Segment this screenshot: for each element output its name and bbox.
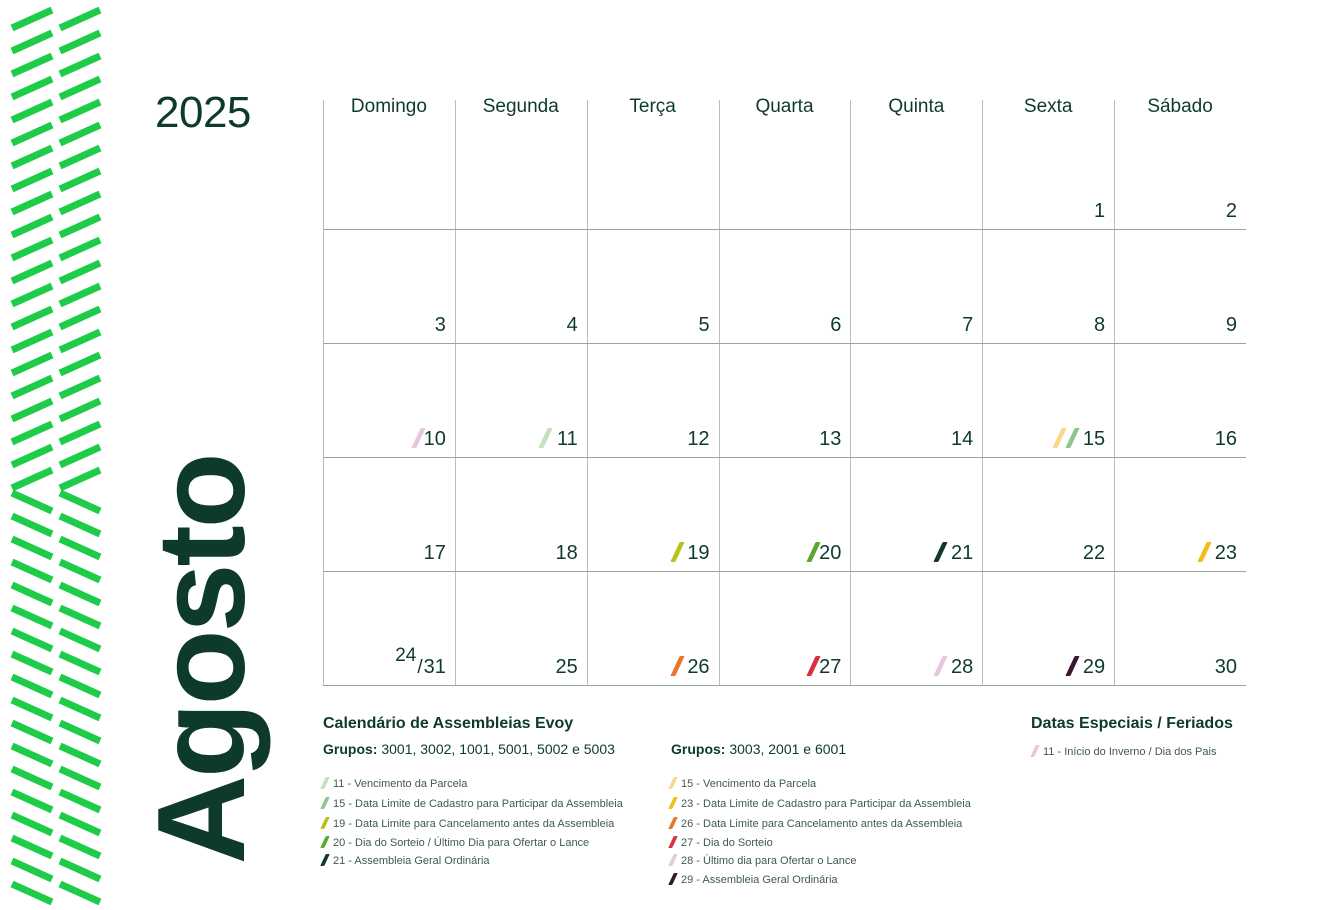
day-number: 17 bbox=[423, 542, 446, 564]
day-number: 10 bbox=[423, 428, 446, 450]
legend-item-text: 15 - Data Limite de Cadastro para Participar da Assembleia bbox=[333, 798, 623, 810]
day-cell bbox=[587, 572, 719, 686]
day-number-separator: / bbox=[417, 657, 423, 678]
legend-item bbox=[323, 817, 614, 830]
weekday-header: Quinta bbox=[888, 96, 945, 117]
day-number: 29 bbox=[1082, 656, 1106, 678]
legend-item-text: 29 - Assembleia Geral Ordinária bbox=[681, 874, 838, 886]
day-number: 13 bbox=[819, 428, 842, 450]
day-cell bbox=[455, 230, 587, 344]
special-date-text: 11 - Início do Inverno / Dia dos Pais bbox=[1043, 746, 1217, 758]
weekday-header: Sábado bbox=[1147, 96, 1213, 117]
legend-item-text: 15 - Vencimento da Parcela bbox=[681, 778, 817, 790]
legend-item bbox=[671, 836, 773, 849]
day-cell bbox=[323, 344, 455, 458]
legend-item-text: 20 - Dia do Sorteio / Último Dia para Ofertar o Lance bbox=[333, 837, 590, 849]
day-cell bbox=[982, 572, 1114, 686]
group-1-label bbox=[323, 741, 615, 757]
day-number: 26 bbox=[687, 656, 710, 678]
legend-swatch bbox=[668, 836, 678, 848]
event-marker bbox=[538, 428, 552, 448]
day-number: 20 bbox=[819, 542, 842, 564]
day-number: 18 bbox=[555, 542, 578, 564]
weekday-header: Segunda bbox=[482, 96, 559, 117]
day-cell bbox=[850, 572, 982, 686]
day-number: 1 bbox=[1094, 200, 1106, 222]
month-title: Agosto bbox=[133, 455, 271, 865]
day-cell bbox=[1114, 230, 1246, 344]
day-number: 7 bbox=[962, 314, 974, 336]
day-number: 14 bbox=[951, 428, 974, 450]
day-cell bbox=[850, 230, 982, 344]
day-cell bbox=[982, 458, 1114, 572]
day-number: 9 bbox=[1225, 314, 1237, 336]
legend-swatch bbox=[668, 854, 678, 866]
event-marker bbox=[934, 656, 948, 676]
day-number: 30 bbox=[1214, 656, 1237, 678]
day-cell bbox=[982, 344, 1114, 458]
event-marker bbox=[1065, 428, 1079, 448]
day-number: 27 bbox=[819, 656, 842, 678]
legend-item-text: 28 - Último dia para Ofertar o Lance bbox=[681, 855, 857, 867]
legend-item-text: 21 - Assembleia Geral Ordinária bbox=[333, 855, 490, 867]
day-cell bbox=[323, 230, 455, 344]
group-1-label-prefix: Grupos: bbox=[323, 741, 378, 757]
legend-item-text: 11 - Vencimento da Parcela bbox=[333, 778, 468, 790]
day-cell bbox=[1114, 572, 1246, 686]
year-title: 2025 bbox=[155, 88, 251, 137]
legend-swatch bbox=[320, 854, 330, 866]
event-marker bbox=[1197, 542, 1211, 562]
legend-item bbox=[323, 836, 589, 849]
legend-swatch bbox=[320, 836, 330, 848]
day-number: 16 bbox=[1214, 428, 1237, 450]
event-marker bbox=[1065, 656, 1079, 676]
legend-item-text: 19 - Data Limite para Cancelamento antes da Assembleia bbox=[333, 818, 615, 830]
weekday-header: Sexta bbox=[1023, 96, 1073, 117]
weekday-header: Quarta bbox=[755, 96, 814, 117]
event-marker bbox=[670, 542, 684, 562]
day-number-part: 31 bbox=[423, 656, 446, 678]
group-1-codes: 3001, 3002, 1001, 5001, 5002 e 5003 bbox=[377, 741, 615, 757]
legend-swatch bbox=[1030, 745, 1040, 757]
day-cell bbox=[719, 572, 851, 686]
day-cell bbox=[323, 572, 455, 686]
legend-item-text: 26 - Data Limite para Cancelamento antes da Assembleia bbox=[681, 818, 963, 830]
legend-swatch bbox=[668, 817, 678, 829]
day-number: 25 bbox=[555, 656, 578, 678]
legend-item bbox=[671, 797, 971, 810]
day-number: 2 bbox=[1225, 200, 1237, 222]
day-number: 28 bbox=[951, 656, 974, 678]
legend-item-text: 27 - Dia do Sorteio bbox=[681, 837, 773, 849]
legend-item-text: 23 - Data Limite de Cadastro para Participar da Assembleia bbox=[681, 798, 971, 810]
event-marker bbox=[934, 542, 948, 562]
day-number: 21 bbox=[951, 542, 974, 564]
weekday-header: Terça bbox=[629, 96, 676, 117]
legend-item bbox=[671, 854, 856, 867]
day-cell bbox=[1114, 344, 1246, 458]
day-number: 5 bbox=[698, 314, 710, 336]
legend-item bbox=[323, 777, 467, 790]
legend-swatch bbox=[320, 797, 330, 809]
weekday-header: Domingo bbox=[350, 96, 427, 117]
day-cell bbox=[1114, 116, 1246, 230]
group-2-codes: 3003, 2001 e 6001 bbox=[725, 741, 847, 757]
day-cell bbox=[587, 458, 719, 572]
event-marker bbox=[670, 656, 684, 676]
special-date-item bbox=[1033, 745, 1216, 758]
legend-swatch bbox=[320, 817, 330, 829]
day-number: 15 bbox=[1082, 428, 1106, 450]
day-cell bbox=[587, 230, 719, 344]
day-number: 22 bbox=[1082, 542, 1106, 564]
calendar-grid bbox=[323, 96, 1246, 686]
day-cell bbox=[455, 458, 587, 572]
legend-swatch bbox=[668, 797, 678, 809]
group-2-label-prefix: Grupos: bbox=[671, 741, 726, 757]
day-cell bbox=[1114, 458, 1246, 572]
legend-item bbox=[323, 797, 623, 810]
day-number: 11 bbox=[556, 428, 578, 450]
day-number: 19 bbox=[687, 542, 710, 564]
day-number: 6 bbox=[830, 314, 842, 336]
special-dates-title: Datas Especiais / Feriados bbox=[1031, 715, 1233, 732]
day-cell bbox=[719, 344, 851, 458]
legend-item bbox=[671, 817, 962, 830]
month-title-wrap bbox=[133, 440, 271, 880]
day-cell bbox=[719, 230, 851, 344]
day-number: 3 bbox=[434, 314, 446, 336]
day-cell bbox=[455, 344, 587, 458]
legend-swatch bbox=[668, 873, 678, 885]
legend-title: Calendário de Assembleias Evoy bbox=[323, 715, 574, 732]
day-cell bbox=[982, 116, 1114, 230]
legend-item bbox=[671, 777, 816, 790]
legend-swatch bbox=[668, 777, 678, 789]
event-marker bbox=[1052, 428, 1066, 448]
group-2-label bbox=[671, 741, 846, 757]
legend-item bbox=[323, 854, 490, 867]
day-cell bbox=[323, 458, 455, 572]
chevron-stripes-decoration bbox=[0, 0, 110, 910]
day-cell bbox=[455, 572, 587, 686]
day-number: 4 bbox=[566, 314, 578, 336]
day-cell bbox=[587, 344, 719, 458]
day-number: 23 bbox=[1214, 542, 1237, 564]
legend-swatch bbox=[320, 777, 330, 789]
day-cell bbox=[719, 458, 851, 572]
day-cell bbox=[982, 230, 1114, 344]
day-number-part: 24 bbox=[395, 645, 417, 666]
day-number bbox=[395, 645, 446, 679]
legend-item bbox=[671, 873, 838, 886]
day-number: 12 bbox=[687, 428, 710, 450]
day-cell bbox=[850, 344, 982, 458]
day-number: 8 bbox=[1094, 314, 1106, 336]
day-cell bbox=[850, 458, 982, 572]
